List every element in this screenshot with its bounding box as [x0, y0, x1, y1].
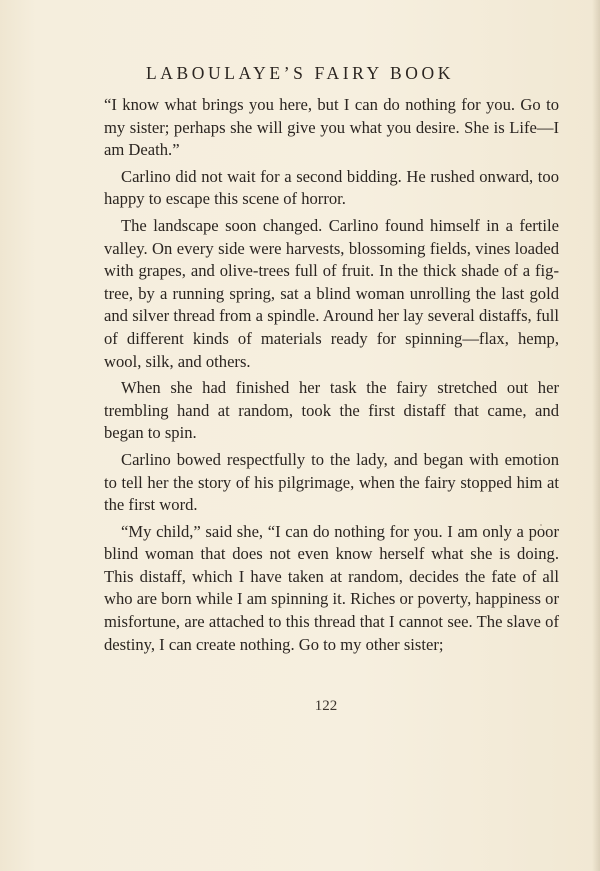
page-edge-shadow: [592, 0, 600, 871]
paragraph: “My child,” said she, “I can do nothing for you. I am only a poor blind woman that does not even know herself what she is doing. This distaff, which I have taken at random, decides the fate of all who are born while I am spinning it. Riches or poverty, happiness or misfortune, are attached to this thread that I cannot see. The slave of destiny, I can create nothing. Go to my other sister;: [104, 521, 559, 654]
paragraph: Carlino did not wait for a second bidding. He rushed onward, too happy to escape this scene of horror.: [104, 166, 559, 209]
paragraph: Carlino bowed respectfully to the lady, and began with emotion to tell her the story of his pilgrimage, when the fairy stopped him at the first word.: [104, 449, 559, 515]
paragraph: “I know what brings you here, but I can do nothing for you. Go to my sister; perhaps she will give you what you desire. She is Life—I am Death.”: [104, 95, 559, 160]
page-body: [104, 94, 559, 660]
paragraph: When she had finished her task the fairy stretched out her trembling hand at random, took the first distaff that came, and began to spin.: [104, 378, 559, 443]
running-title: LABOULAYE’S FAIRY BOOK: [145, 63, 455, 83]
page-number: 122: [314, 698, 338, 714]
paper-speck: [540, 524, 542, 526]
page-number-footer: [0, 698, 600, 715]
paragraph: The landscape soon changed. Carlino found himself in a fertile valley. On every side were harvests, blossoming fields, vines loaded with grapes, and olive-trees full of fruit. In the thick shade of a fig-tree, by a running spring, sat a blind woman unrolling the last gold and silver thread from a spindle. Around her lay several distaffs, full of different kinds of materials ready for spinning—flax, hemp, wool, silk, and others.: [104, 215, 559, 371]
